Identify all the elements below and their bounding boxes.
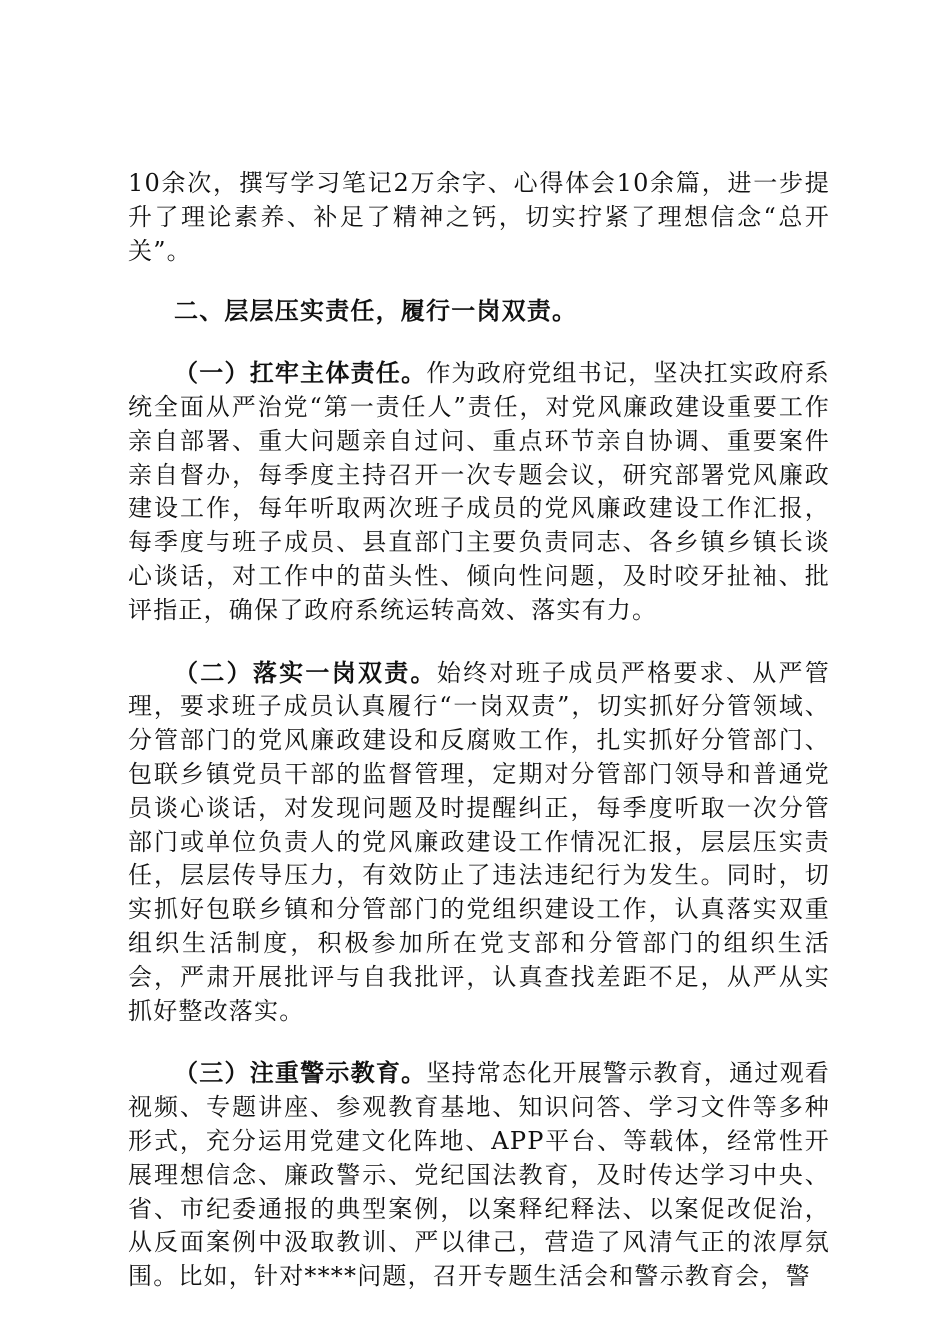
item-body-3: 坚持常态化开展警示教育，通过观看视频、专题讲座、参观教育基地、知识问答、学习文件等多种形式，充分运用党建文化阵地、APP平台、等载体，经常性开展理想信念、廉政警示、党纪国法教育，及时传达学习中央、省、市纪委通报的典型案例，以案释纪释法、以案促改促治，从反面案例中汲取教训、严以律己，营造了风清气正的浓厚氛围。比如，针对****问题，召开专题生活会和警示教育会，警 [128, 1059, 831, 1291]
item-paragraph-3 [128, 1056, 830, 1294]
intro-paragraph: 10余次，撰写学习笔记2万余字、心得体会10余篇，进一步提升了理论素养、补足了精神之钙，切实拧紧了理想信念“总开关”。 [128, 169, 830, 265]
item-body-2: 始终对班子成员严格要求、从严管理，要求班子成员认真履行“一岗双责”，切实抓好分管领域、分管部门的党风廉政建设和反腐败工作，扎实抓好分管部门、包联乡镇党员干部的监督管理，定期对分管部门领导和普通党员谈心谈话，对发现问题及时提醒纠正，每季度听取一次分管部门或单位负责人的党风廉政建设工作情况汇报，层层压实责任，层层传导压力，有效防止了违法违纪行为发生。同时，切实抓好包联乡镇和分管部门的党组织建设工作，认真落实双重组织生活制度，积极参加所在党支部和分管部门的组织生活会，严肃开展批评与自我批评，认真查找差距不足，从严从实抓好整改落实。 [128, 658, 831, 1025]
section-heading: 二、层层压实责任，履行一岗双责。 [174, 296, 578, 326]
item-lead-1: （一）扛牢主体责任。 [174, 358, 427, 388]
item-paragraph-2 [128, 656, 830, 1029]
item-lead-3: （三）注重警示教育。 [174, 1058, 427, 1088]
item-lead-2: （二）落实一岗双责。 [174, 657, 437, 687]
item-paragraph-1 [128, 356, 830, 627]
document-page [128, 167, 830, 1294]
item-body-1: 作为政府党组书记，坚决扛实政府系统全面从严治党“第一责任人”责任，对党风廉政建设重要工作亲自部署、重大问题亲自过问、重点环节亲自协调、重要案件亲自督办，每季度主持召开一次专题会议，研究部署党风廉政建设工作，每年听取两次班子成员的党风廉政建设工作汇报，每季度与班子成员、县直部门主要负责同志、各乡镇乡镇长谈心谈话，对工作中的苗头性、倾向性问题，及时咬牙扯袖、批评指正，确保了政府系统运转高效、落实有力。 [128, 359, 831, 624]
